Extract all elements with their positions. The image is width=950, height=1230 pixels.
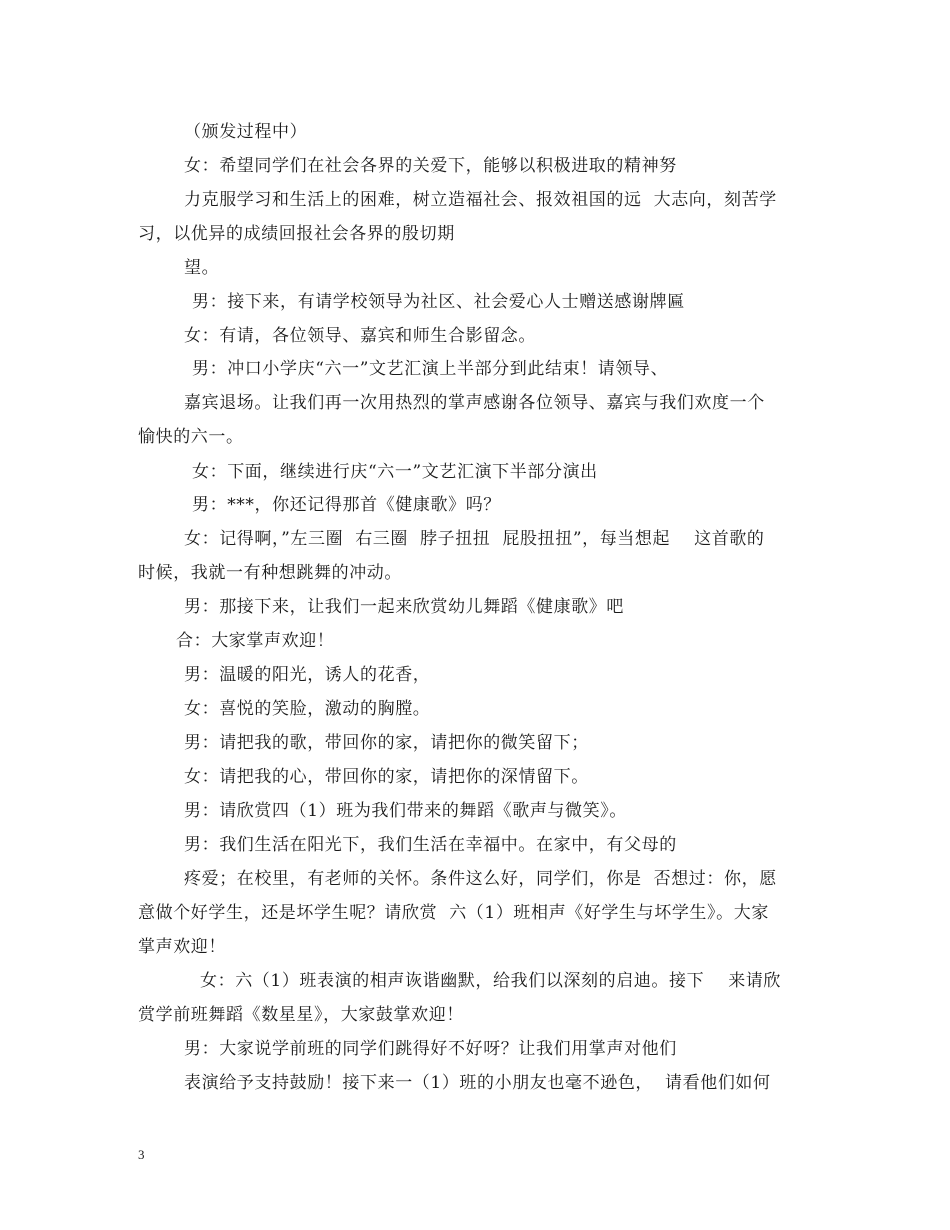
text-line: 男：大家说学前班的同学们跳得好不好呀？让我们用掌声对他们 [184,1039,677,1059]
text-line: 男：那接下来，让我们一起来欣赏幼儿舞蹈《健康歌》吧 [184,597,624,617]
page-number: 3 [138,1147,145,1162]
text-line: 意做个好学生，还是坏学生呢？请欣赏 六（1）班相声《好学生与坏学生》。大家 [138,903,769,923]
text-line: 男：请欣赏四（1）班为我们带来的舞蹈《歌声与微笑》。 [184,801,627,821]
text-line: 男：***，你还记得那首《健康歌》吗？ [192,495,501,515]
text-line: 女：有请，各位领导、嘉宾和师生合影留念。 [184,326,536,346]
text-line: 女：请把我的心，带回你的家，请把你的深情留下。 [184,767,589,787]
text-line: 女：希望同学们在社会各界的关爱下，能够以积极进取的精神努 [184,156,677,176]
text-line: 男：温暖的阳光，诱人的花香， [184,665,431,685]
text-line: 表演给予支持鼓励！接下来一（1）班的小朋友也毫不逊色， 请看他们如何 [184,1073,771,1093]
text-line: 嘉宾退场。让我们再一次用热烈的掌声感谢各位领导、嘉宾与我们欢度一个 [184,393,765,413]
text-line: 男：我们生活在阳光下，我们生活在幸福中。在家中，有父母的 [184,835,677,855]
text-line: 女：喜悦的笑脸，激动的胸膛。 [184,699,431,719]
text-line: 赏学前班舞蹈《数星星》，大家鼓掌欢迎！ [138,1005,464,1025]
text-line: 女：六（1）班表演的相声诙谐幽默，给我们以深刻的启迪。接下 来请欣 [200,971,782,991]
text-line: 习，以优异的成绩回报社会各界的殷切期 [138,224,455,244]
text-line: 掌声欢迎！ [138,937,226,957]
text-line: 合：大家掌声欢迎！ [176,631,335,651]
text-line: 女：下面，继续进行庆“六一”文艺汇演下半部分演出 [192,462,598,482]
text-line: 男：冲口小学庆“六一”文艺汇演上半部分到此结束！请领导、 [192,359,669,379]
text-line: 时候，我就一有种想跳舞的冲动。 [138,563,402,583]
text-line: 愉快的六一。 [138,427,244,447]
text-line: 男：接下来，有请学校领导为社区、社会爱心人士赠送感谢牌匾 [192,292,685,312]
text-line: 男：请把我的歌，带回你的家，请把你的微笑留下； [184,733,589,753]
text-line: 力克服学习和生活上的困难，树立造福社会、报效祖国的远 大志向，刻苦学 [184,190,777,210]
text-line: 女：记得啊，”左三圈 右三圈 脖子扭扭 屁股扭扭”，每当想起 这首歌的 [184,529,765,549]
text-line: （颁发过程中） [184,122,308,142]
text-line: 望。 [184,258,220,278]
text-line: 疼爱；在校里，有老师的关怀。条件这么好，同学们，你是 否想过：你，愿 [184,869,777,889]
